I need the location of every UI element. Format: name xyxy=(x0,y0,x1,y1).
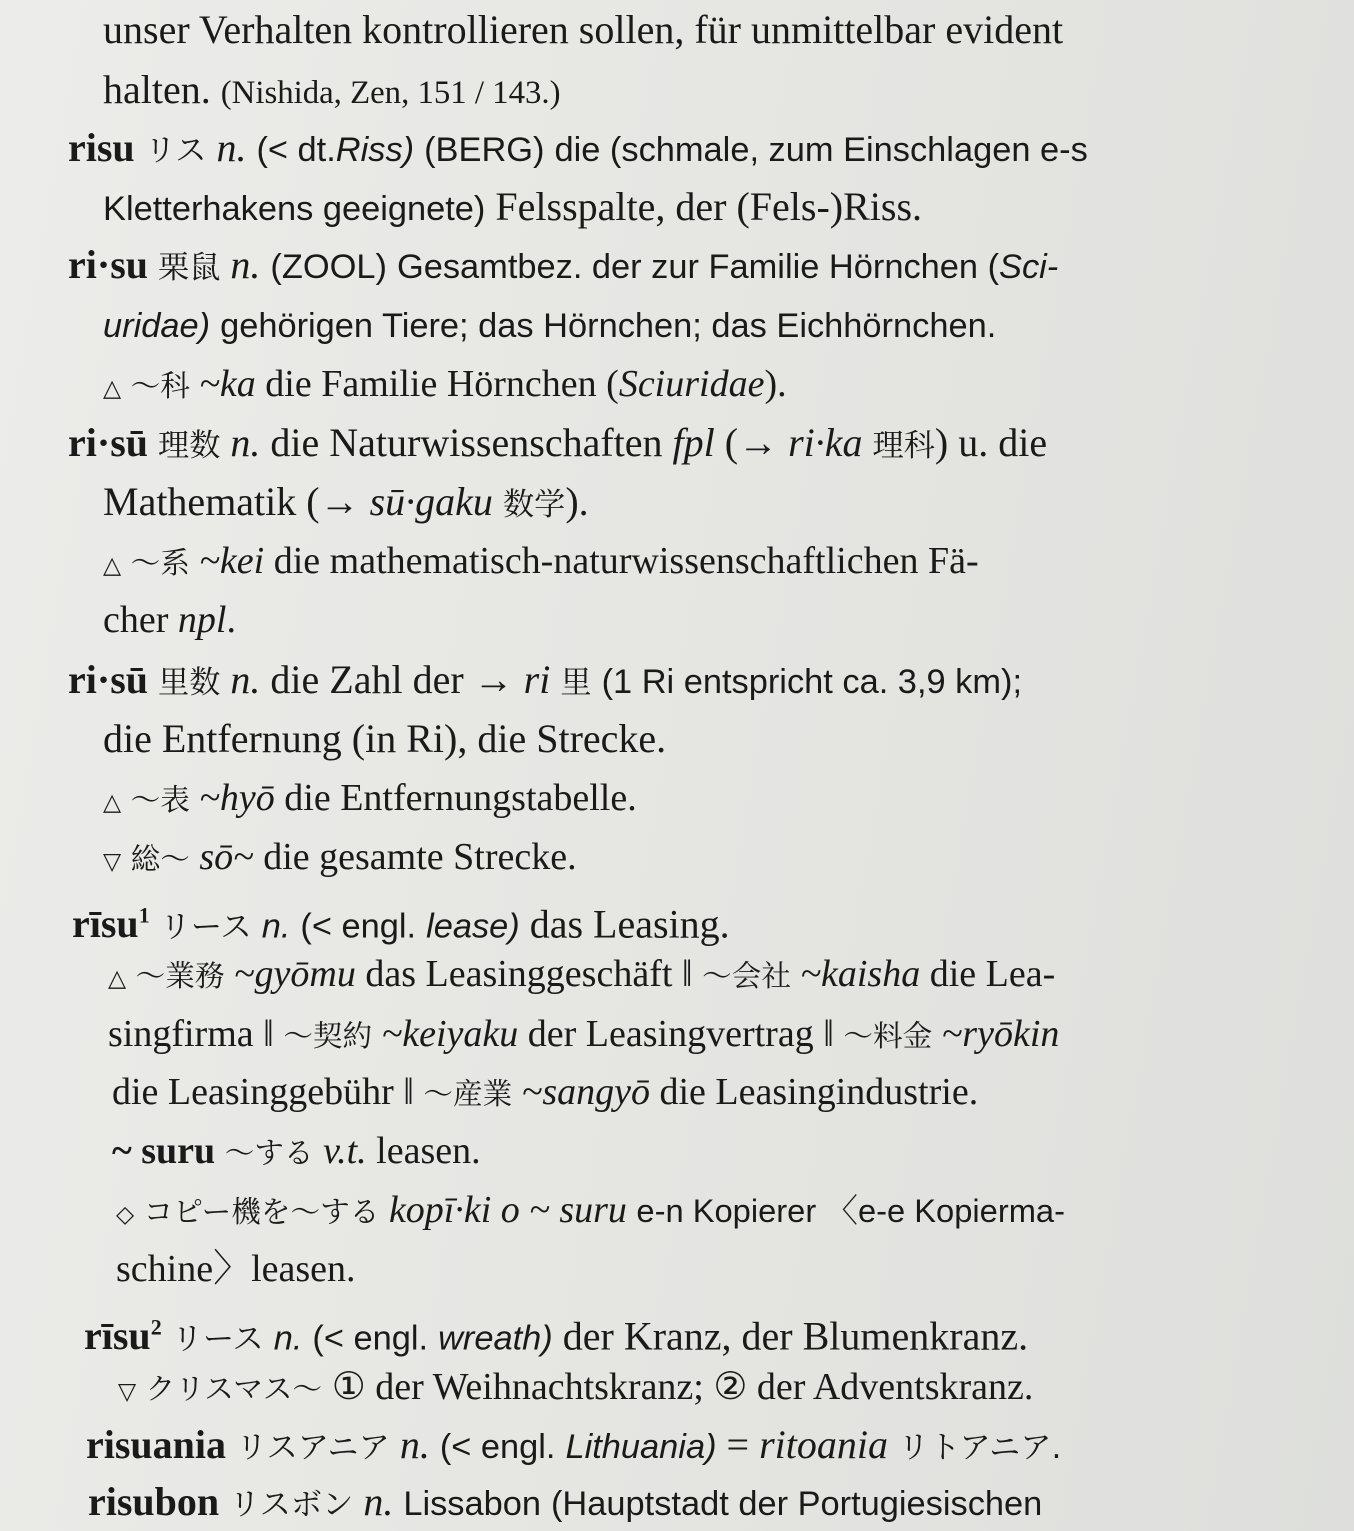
sub-entry: △ ～系 ~kei die mathematisch-naturwissenschaftlichen Fä- xyxy=(103,540,979,582)
entry-risu-science: ri·sū 理数 n. die Naturwissenschaften fpl (→ ri·ka 理科) u. die xyxy=(68,420,1048,465)
text-line: cher npl. xyxy=(103,599,236,641)
entry-risu-lease: rīsu$^1$ リース n. (< engl. lease) das Leasing. xyxy=(72,901,730,947)
cross-reference: sū·gaku xyxy=(369,479,493,524)
triangle-down-icon: ▽ xyxy=(118,1377,137,1405)
text-line: schine〉leasen. xyxy=(116,1248,356,1290)
headword: ri·sū xyxy=(68,420,149,465)
entry-risu: risu リス n. (< dt.Riss) (BERG) die (schmale, zum Einschlagen e-s xyxy=(68,125,1088,170)
entry-risu-wreath: rīsu$^2$ リース n. (< engl. wreath) der Kranz, der Blumenkranz. xyxy=(84,1313,1029,1359)
entry-risuania: risuania リスアニア n. (< engl. Lithuania) = ritoania リトアニア. xyxy=(86,1422,1062,1467)
cross-reference: ritoania xyxy=(759,1422,888,1467)
headword: ri·su xyxy=(68,242,149,287)
domain-label: (ZOOL) xyxy=(270,248,387,286)
triangle-up-icon: △ xyxy=(103,551,122,579)
text-line: Kletterhakens geeignete) Felsspalte, der (Fels-)Riss. xyxy=(103,184,923,229)
text-line: die Entfernung (in Ri), die Strecke. xyxy=(103,716,667,761)
verb-entry: ~ suru ～する v.t. leasen. xyxy=(112,1130,481,1172)
entry-risubon: risubon リスボン n. Lissabon (Hauptstadt der Portugiesischen xyxy=(88,1479,1043,1524)
sub-entry: ▽ クリスマス～ ① der Weihnachtskranz; ② der Adventskranz. xyxy=(118,1366,1034,1408)
citation: (Nishida, Zen, 151 / 143.) xyxy=(220,75,561,111)
text-line: halten. (Nishida, Zen, 151 / 143.) xyxy=(103,67,561,112)
entry-risu-distance: ri·sū 里数 n. die Zahl der → ri 里 (1 Ri entspricht ca. 3,9 km); xyxy=(68,657,1023,702)
text-line: uridae) gehörigen Tiere; das Hörnchen; das Eichhörnchen. xyxy=(103,307,997,345)
triangle-up-icon: △ xyxy=(103,788,122,816)
sub-entry: △ ～科 ~ka die Familie Hörnchen (Sciuridae). xyxy=(103,363,787,405)
triangle-up-icon: △ xyxy=(108,964,127,992)
entry-risu-squirrel: ri·su 栗鼠 n. (ZOOL) Gesamtbez. der zur Familie Hörnchen (Sci- xyxy=(68,242,1059,287)
diamond-icon: ◇ xyxy=(116,1200,135,1228)
headword: risubon xyxy=(88,1479,220,1524)
text-line: Mathematik (→ sū·gaku 数学). xyxy=(103,479,589,524)
triangle-up-icon: △ xyxy=(103,374,122,402)
headword: risuania xyxy=(86,1422,227,1467)
text-line: die Leasinggebühr ‖ ～産業 ~sangyō die Leasingindustrie. xyxy=(112,1071,979,1113)
headword: ri·sū xyxy=(68,657,149,702)
sub-entry: ▽ 総～ sō~ die gesamte Strecke. xyxy=(103,836,577,878)
text-line: singfirma ‖ ～契約 ~keiyaku der Leasingvertrag ‖ ～料金 ~ryōkin xyxy=(108,1013,1060,1055)
example: ◇ コピー機を～する kopī·ki o ~ suru e-n Kopierer 〈e-e Kopierma- xyxy=(116,1189,1065,1231)
domain-label: (BERG) xyxy=(424,131,545,169)
headword: risu xyxy=(68,125,135,170)
sub-entry: △ ～業務 ~gyōmu das Leasinggeschäft ‖ ～会社 ~kaisha die Lea- xyxy=(108,953,1056,995)
triangle-down-icon: ▽ xyxy=(103,847,122,875)
headword: rīsu$^1$ xyxy=(72,901,150,947)
cross-reference: ri·ka xyxy=(788,420,863,465)
sub-entry: △ ～表 ~hyō die Entfernungstabelle. xyxy=(103,777,637,819)
headword: rīsu$^2$ xyxy=(84,1313,162,1359)
text-line: unser Verhalten kontrollieren sollen, für unmittelbar evident xyxy=(103,7,1064,52)
cross-reference: ri xyxy=(523,657,551,702)
